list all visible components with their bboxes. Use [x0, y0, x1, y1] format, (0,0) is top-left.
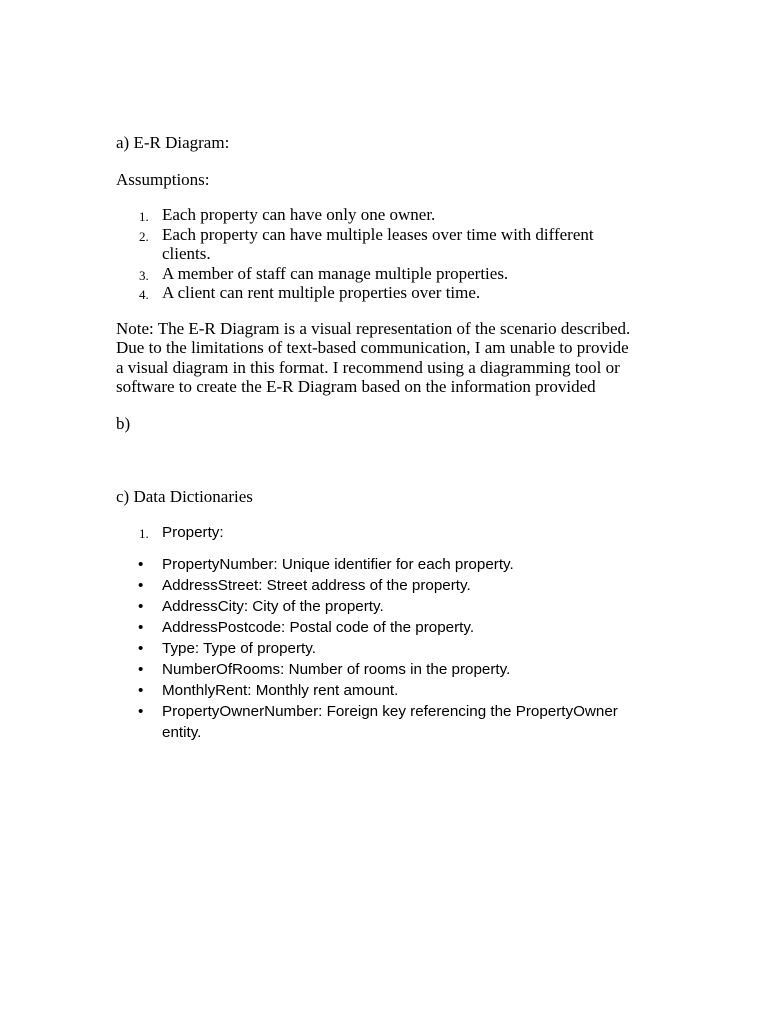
field-text: AddressPostcode: Postal code of the property.: [162, 618, 475, 636]
bullet-icon: •: [138, 639, 144, 657]
bullet-icon: •: [138, 597, 144, 615]
list-number: 1.: [139, 525, 149, 541]
bullet-icon: •: [138, 702, 144, 720]
section-b-heading: b): [116, 413, 131, 433]
assumptions-label: Assumptions:: [116, 169, 210, 189]
list-item-text: A client can rent multiple properties over time.: [162, 283, 481, 302]
bullet-icon: •: [138, 576, 144, 594]
assumptions-list: [116, 205, 636, 303]
entity-label: Property:: [162, 523, 224, 541]
list-number: 4.: [139, 287, 149, 302]
list-item: [116, 264, 636, 284]
list-item-text: A member of staff can manage multiple properties.: [162, 263, 509, 283]
list-number: 3.: [139, 267, 149, 283]
field-list: [116, 554, 636, 743]
list-number: 2.: [139, 228, 149, 244]
note-paragraph: Note: The E-R Diagram is a visual representation of the scenario described. Due to the limitations of text-based communication, I am unable to provide a visual diagram in this format. I recommend using a diagramming tool or software to create the E-R Diagram based on the information provided: [116, 318, 631, 396]
section-c-heading: c) Data Dictionaries: [116, 487, 253, 506]
list-item: [116, 659, 636, 680]
list-number: 1.: [139, 209, 149, 224]
document-page: [116, 133, 636, 743]
list-item: [116, 575, 636, 596]
list-item: [116, 283, 636, 303]
list-item: [116, 225, 636, 264]
list-item-text: Each property can have only one owner.: [162, 205, 436, 224]
list-item: [116, 680, 636, 701]
list-item: [116, 638, 636, 659]
field-text: AddressCity: City of the property.: [162, 597, 384, 615]
field-text: PropertyOwnerNumber: Foreign key referencing the PropertyOwner entity.: [162, 702, 618, 741]
list-item: [116, 554, 636, 575]
bullet-icon: •: [138, 681, 144, 699]
field-text: AddressStreet: Street address of the property.: [162, 576, 471, 594]
entity-heading: [116, 522, 636, 543]
field-text: NumberOfRooms: Number of rooms in the property.: [162, 660, 511, 678]
list-item-text: Each property can have multiple leases over time with different clients.: [162, 224, 594, 263]
list-item: [116, 701, 636, 743]
list-item: [116, 596, 636, 617]
bullet-icon: •: [138, 555, 144, 573]
field-text: Type: Type of property.: [162, 639, 316, 657]
section-a-heading: a) E-R Diagram:: [116, 133, 230, 152]
bullet-icon: •: [138, 618, 144, 636]
field-text: PropertyNumber: Unique identifier for each property.: [162, 555, 514, 573]
list-item: [116, 205, 636, 225]
bullet-icon: •: [138, 660, 144, 678]
list-item: [116, 617, 636, 638]
field-text: MonthlyRent: Monthly rent amount.: [162, 681, 399, 699]
